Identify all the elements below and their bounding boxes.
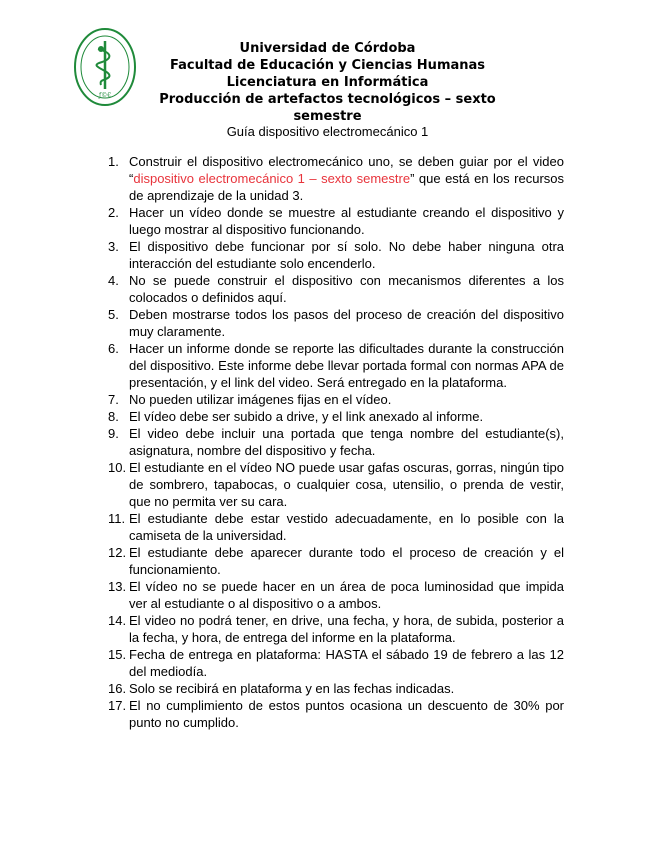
list-item xyxy=(108,544,564,578)
item-number: 17. xyxy=(108,698,127,713)
item-text: Fecha de entrega en plataforma: HASTA el sábado 19 de febrero a las 12 del mediodía. xyxy=(129,647,564,679)
item-number: 15. xyxy=(108,647,127,662)
item-number: 4. xyxy=(108,273,119,288)
item-text: El no cumplimiento de estos puntos ocasiona un descuento de 30% por punto no cumplido. xyxy=(129,698,564,730)
university-seal-icon xyxy=(73,27,137,107)
list-item xyxy=(108,391,564,408)
list-item xyxy=(108,578,564,612)
list-item xyxy=(108,153,564,204)
university-seal xyxy=(73,27,137,107)
item-text: El dispositivo debe funcionar por sí solo. No debe haber ninguna otra interacción del estudiante solo encenderlo. xyxy=(129,239,564,271)
item-number: 14. xyxy=(108,613,127,628)
document-title: Guía dispositivo electromecánico 1 xyxy=(226,124,429,139)
item-text: No se puede construir el dispositivo con mecanismos diferentes a los colocados o definidos aquí. xyxy=(129,273,564,305)
video-link[interactable]: dispositivo electromecánico 1 – sexto semestre xyxy=(133,171,411,186)
item-number: 16. xyxy=(108,681,127,696)
list-item xyxy=(108,697,564,731)
item-number: 6. xyxy=(108,341,119,356)
item-text: El vídeo no se puede hacer en un área de poca luminosidad que impida ver al estudiante o al dispositivo o a ambos. xyxy=(129,579,564,611)
item-number: 1. xyxy=(108,154,119,169)
item-text: El video no podrá tener, en drive, una fecha, y hora, de subida, posterior a la fecha, y hora, de entrega del informe en la plataforma. xyxy=(129,613,564,645)
item-number: 11. xyxy=(108,511,126,526)
item-text: El estudiante en el vídeo NO puede usar gafas oscuras, gorras, ningún tipo de sombrero, tapabocas, o cualquier cosa, utensilio, o prenda de vestir, que no permita ver su cara. xyxy=(129,460,564,509)
item-text: El estudiante debe aparecer durante todo el proceso de creación y el funcionamiento. xyxy=(129,545,564,577)
item-text: El estudiante debe estar vestido adecuadamente, en lo posible con la camiseta de la universidad. xyxy=(129,511,564,543)
list-item xyxy=(108,408,564,425)
item-number: 3. xyxy=(108,239,119,254)
item-text: Hacer un vídeo donde se muestre al estudiante creando el dispositivo y luego mostrar al dispositivo funcionando. xyxy=(129,205,564,237)
list-item xyxy=(108,459,564,510)
program-name: Licenciatura en Informática xyxy=(226,75,429,90)
list-item xyxy=(108,425,564,459)
item-number: 10. xyxy=(108,460,127,475)
item-text: No pueden utilizar imágenes fijas en el vídeo. xyxy=(129,392,392,407)
item-number: 5. xyxy=(108,307,119,322)
list-item xyxy=(108,238,564,272)
document-header xyxy=(140,40,515,125)
faculty-name: Facultad de Educación y Ciencias Humanas xyxy=(169,58,486,73)
list-item xyxy=(108,612,564,646)
course-name: Producción de artefactos tecnológicos – sexto semestre xyxy=(159,92,496,124)
list-item xyxy=(108,680,564,697)
list-item xyxy=(108,272,564,306)
item-number: 13. xyxy=(108,579,127,594)
item-number: 8. xyxy=(108,409,119,424)
svg-text:ƒ©€: ƒ©€ xyxy=(98,92,112,99)
item-text: Deben mostrarse todos los pasos del proceso de creación del dispositivo muy claramente. xyxy=(129,307,564,339)
item-number: 7. xyxy=(108,392,119,407)
requirements-list xyxy=(108,153,564,731)
university-name: Universidad de Córdoba xyxy=(239,41,416,56)
list-item xyxy=(108,646,564,680)
list-item xyxy=(108,204,564,238)
list-item xyxy=(108,510,564,544)
list-item xyxy=(108,306,564,340)
item-text: Hacer un informe donde se reporte las dificultades durante la construcción del dispositivo. Este informe debe llevar portada formal con normas APA de presentación, y el link del video. Será entregado en la plataforma. xyxy=(129,341,564,390)
item-text: El video debe incluir una portada que tenga nombre del estudiante(s), asignatura, nombre del dispositivo y fecha. xyxy=(129,426,564,458)
item-text: Solo se recibirá en plataforma y en las fechas indicadas. xyxy=(129,681,455,696)
item-text-pre: Construir el dispositivo electromecánico uno, se deben guiar por el video “ xyxy=(129,154,564,186)
item-text: El vídeo debe ser subido a drive, y el link anexado al informe. xyxy=(129,409,484,424)
list-item xyxy=(108,340,564,391)
item-number: 12. xyxy=(108,545,127,560)
item-text-post: ” que está en los recursos de aprendizaje de la unidad 3. xyxy=(129,171,565,203)
item-number: 9. xyxy=(108,426,119,441)
item-number: 2. xyxy=(108,205,119,220)
